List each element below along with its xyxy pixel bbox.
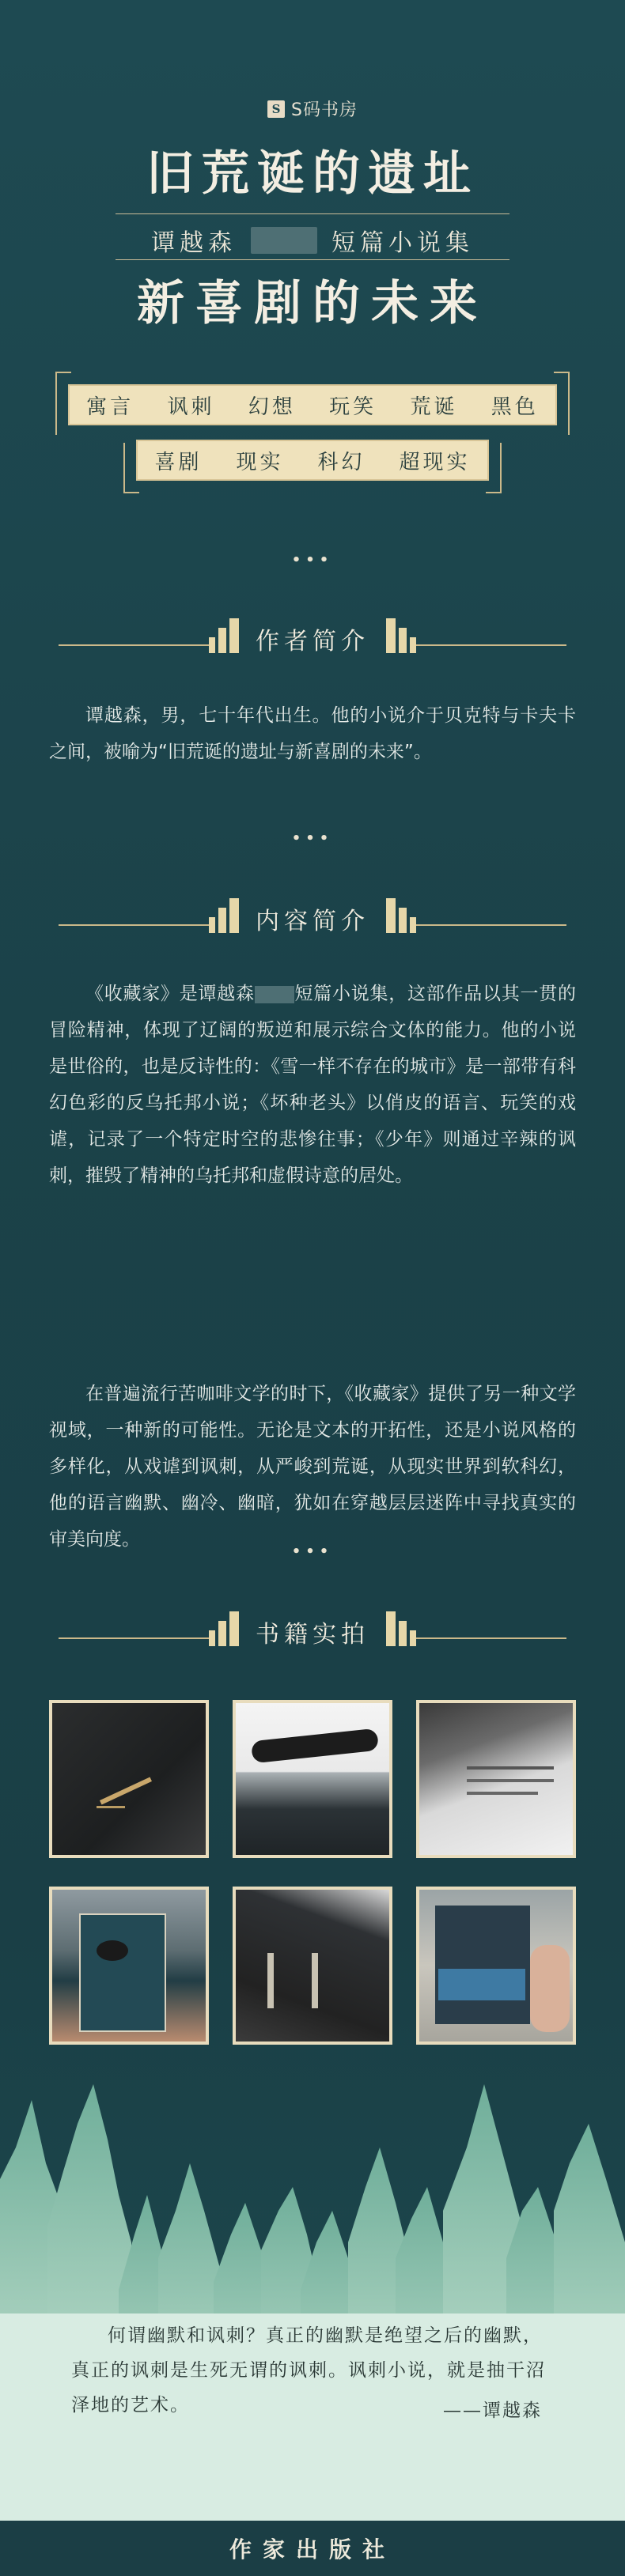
tag: 科幻 <box>317 450 366 474</box>
quote-text: 何谓幽默和讽刺？真正的幽默是绝望之后的幽默，真正的讽刺是生死无谓的讽刺。讽刺小说，就是抽干沼泽地的艺术。 <box>71 2325 546 2415</box>
bars-icon <box>386 1611 418 1646</box>
content-text: 短篇小说集，这部作品以其一贯的冒险精神，体现了辽阔的叛逆和展示综合文体的能力。他的小说是世俗的，也是反诗性的：《雪一样不存在的城市》是一部带有科幻色彩的反乌托邦小说；《坏种老头》以俏皮的语言、玩笑的戏谑，记录了一个特定时空的悲惨往事；《少年》则通过辛辣的讽刺，摧毁了精神的乌托邦和虚假诗意的居处。 <box>49 984 576 1186</box>
tag: 喜剧 <box>154 450 203 474</box>
section-title: 内容简介 <box>256 908 369 935</box>
redacted-block <box>251 227 317 254</box>
redacted-block <box>255 986 294 1003</box>
section-line <box>416 924 566 926</box>
section-line <box>59 924 209 926</box>
tag: 讽刺 <box>167 395 215 419</box>
bars-icon <box>386 898 418 933</box>
book-photo <box>416 1700 576 1858</box>
content-paragraph-2: 在普遍流行苦咖啡文学的时下，《收藏家》提供了另一种文学视域，一种新的可能性。无论是文本的开拓性，还是小说风格的多样化，从戏谑到讽刺，从严峻到荒诞，从现实世界到软科幻，他的语言幽默、幽冷、幽暗，犹如在穿越层层迷阵中寻找真实的审美向度。 <box>49 1384 576 1550</box>
tag: 现实 <box>236 450 284 474</box>
tag-bar-1 <box>68 384 557 425</box>
tag: 荒诞 <box>410 395 458 419</box>
bars-icon <box>209 1611 241 1646</box>
section-header-content <box>0 889 625 944</box>
tag: 寓言 <box>86 395 134 419</box>
section-line <box>416 1637 566 1639</box>
book-photo <box>233 1700 392 1858</box>
content-paragraph-1 <box>49 976 576 1194</box>
brand-name: S码书房 <box>291 100 358 120</box>
divider <box>116 259 509 260</box>
subtitle <box>0 223 625 258</box>
section-title: 作者简介 <box>256 628 369 655</box>
dots-divider: ••• <box>291 1543 334 1560</box>
section-line <box>59 644 209 646</box>
footer <box>0 2521 625 2576</box>
tag: 超现实 <box>399 450 471 474</box>
bars-icon <box>209 618 241 653</box>
dots-divider: ••• <box>291 830 334 847</box>
subtitle-author: 谭越森 <box>151 229 237 257</box>
dots-divider: ••• <box>291 552 334 568</box>
bars-icon <box>209 898 241 933</box>
title-bottom: 新喜剧的未来 <box>137 276 488 331</box>
tag: 幻想 <box>248 395 296 419</box>
tag: 黑色 <box>491 395 539 419</box>
brand-logo: S <box>267 100 285 118</box>
forest-illustration <box>0 2053 625 2521</box>
subtitle-suffix: 短篇小说集 <box>331 229 474 257</box>
section-header-photos <box>0 1602 625 1657</box>
brand <box>0 96 625 121</box>
book-photo <box>416 1887 576 2045</box>
bars-icon <box>386 618 418 653</box>
book-photo <box>49 1700 209 1858</box>
divider <box>116 213 509 214</box>
title-top: 旧荒诞的遗址 <box>146 146 479 202</box>
section-line <box>59 1637 209 1639</box>
content-text: 《收藏家》是谭越森 <box>85 984 255 1004</box>
tag: 玩笑 <box>329 395 377 419</box>
tag-bar-2 <box>136 440 489 481</box>
section-header-author <box>0 609 625 664</box>
author-paragraph: 谭越森，男，七十年代出生。他的小说介于贝克特与卡夫卡之间，被喻为“旧荒诞的遗址与新喜剧的未来”。 <box>49 705 576 762</box>
book-photo <box>233 1887 392 2045</box>
publisher-name: 作家出版社 <box>229 2536 396 2563</box>
quote-author: ——谭越森 <box>443 2400 542 2421</box>
section-line <box>416 644 566 646</box>
section-title: 书籍实拍 <box>256 1621 369 1649</box>
book-photo <box>49 1887 209 2045</box>
